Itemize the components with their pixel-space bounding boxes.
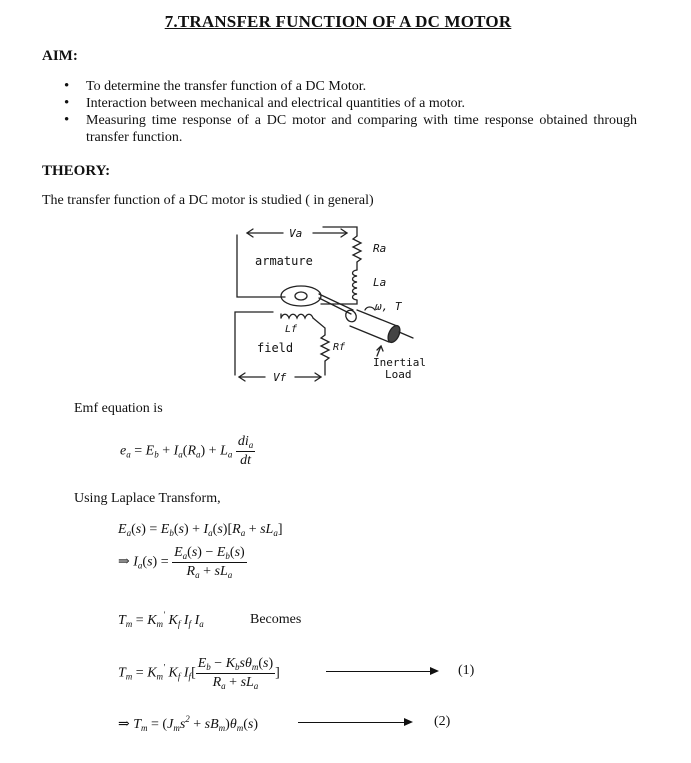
motor-rotor <box>281 286 321 306</box>
equation-2: ⇒ $T_m = (J_ms^2 + sB_m)\theta_m(s)$ <box>118 714 259 733</box>
equation-number-2: (2) <box>434 714 451 729</box>
label-load: Load <box>385 368 412 381</box>
aim-item: • To determine the transfer function of a DC Motor. <box>62 78 637 95</box>
label-rf: Rf <box>333 342 346 353</box>
laplace-equation-1: $E_a(s) = E_b(s) + I_a(s)[R_a + sL_a]$ <box>118 522 283 538</box>
label-vf: Vf <box>273 371 287 384</box>
label-inertial: Inertial <box>373 356 426 369</box>
equation-number-1: (1) <box>458 663 475 678</box>
arrow-1-head <box>430 667 439 675</box>
arrow-2-line <box>298 722 404 723</box>
theory-intro: The transfer function of a DC motor is studied ( in general) <box>42 193 374 208</box>
la-inductor <box>353 270 358 300</box>
laplace-equation-2: ⇒ $I_a(s)$ = $\frac{E_a(s) - E_b(s)}{R_a + sL_a}$ <box>118 545 245 580</box>
arrow-2-head <box>404 718 413 726</box>
theory-heading: THEORY: <box>42 163 111 179</box>
emf-text: Emf equation is <box>74 401 163 416</box>
emf-equation: $e_a = E_b + I_a(R_a) + L_a$ $\frac{di_a}{dt}$ <box>120 434 254 468</box>
label-field: field <box>257 341 294 355</box>
label-va: Va <box>289 227 303 240</box>
ra-resistor <box>353 236 361 262</box>
laplace-text: Using Laplace Transform, <box>74 491 221 506</box>
aim-item: • Measuring time response of a DC motor and comparing with time response obtained through transfer function. <box>62 112 637 146</box>
dc-motor-diagram <box>225 218 450 390</box>
label-lf: Lf <box>285 324 298 335</box>
label-omega-t: ω, T <box>375 300 402 313</box>
label-armature: armature <box>255 254 313 268</box>
lf-inductor <box>281 314 313 318</box>
rf-resistor <box>321 335 329 361</box>
aim-list <box>62 78 637 146</box>
equation-1: $T_m = K_m'$ $K_f$ $I_f$[ $\frac{E_b - K_bs\theta_m(s)}{R_a + sL_a}$ ] <box>118 656 280 691</box>
arrow-1-line <box>326 671 430 672</box>
becomes-text: Becomes <box>250 612 302 627</box>
torque-equation: $T_m = K_m'$ $K_f$ $I_f$ $I_a$ <box>118 610 204 629</box>
label-la: La <box>373 276 387 289</box>
page-title: 7.TRANSFER FUNCTION OF A DC MOTOR <box>164 12 512 31</box>
aim-item: • Interaction between mechanical and electrical quantities of a motor. <box>62 95 637 112</box>
aim-heading: AIM: <box>42 48 78 64</box>
label-ra: Ra <box>373 242 387 255</box>
